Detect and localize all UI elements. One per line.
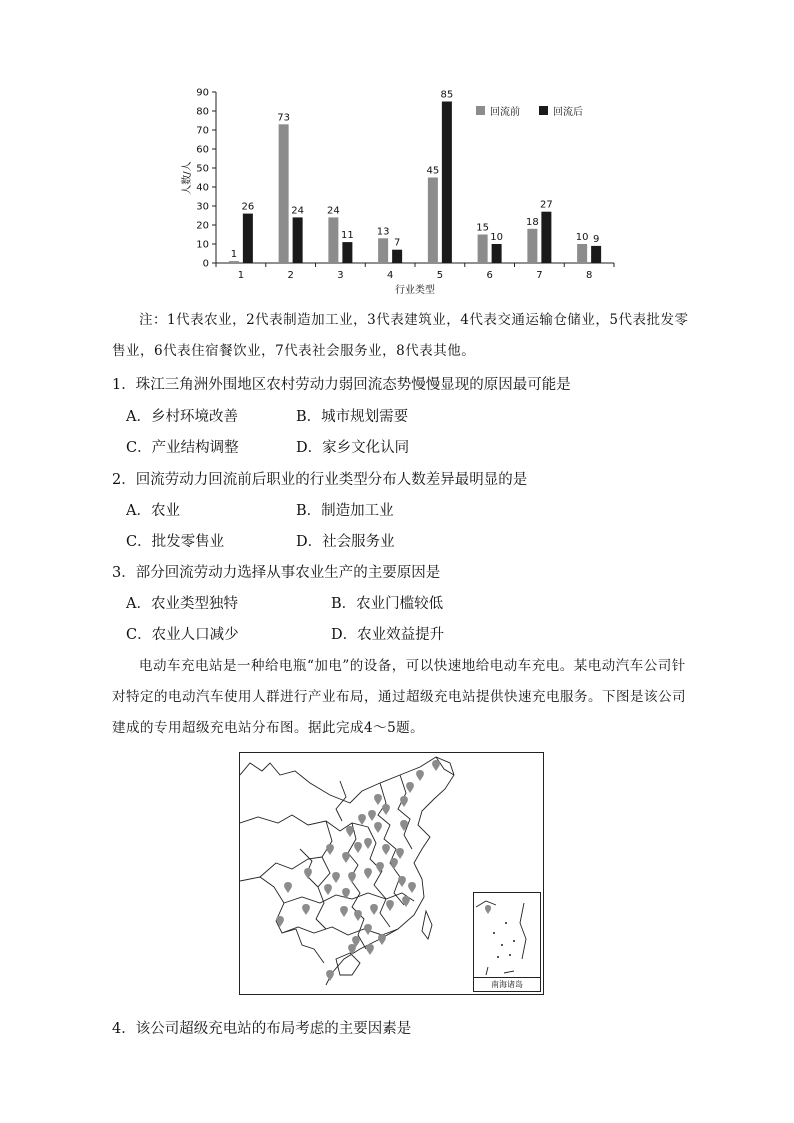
south-china-sea-inset xyxy=(473,892,541,992)
data-label: 24 xyxy=(291,205,304,217)
bar-before xyxy=(527,229,537,263)
bar-after xyxy=(243,214,253,263)
data-label: 9 xyxy=(592,233,600,245)
map-pin-icon xyxy=(358,814,366,825)
question-1-option-c[interactable]: C．产业结构调整 xyxy=(126,440,239,456)
data-label: 73 xyxy=(277,112,290,124)
map-pin-icon xyxy=(324,884,332,895)
legend-label-before: 回流前 xyxy=(490,107,520,118)
map-pin-icon xyxy=(346,826,354,837)
map-pin-icon xyxy=(366,944,374,955)
y-axis-label: 人数/人 xyxy=(182,161,193,195)
map-pin-icon xyxy=(364,924,372,935)
map-pin-icon xyxy=(396,848,404,859)
data-label: 24 xyxy=(327,205,340,217)
question-1-option-d[interactable]: D．家乡文化认同 xyxy=(296,440,410,456)
passage: 电动车充电站是一种给电瓶“加电”的设备，可以快速地给电动车充电。某电动汽车公司针对特定的电动汽车使用人群进行产业布局，通过超级充电站提供快速充电服务。下图是该公司建成的专用超级充电站分布图。据此完成4～5题。 xyxy=(112,658,686,736)
x-axis-label: 行业类型 xyxy=(395,285,435,296)
data-label: 10 xyxy=(490,232,503,243)
map-pin-icon xyxy=(416,770,424,781)
y-tick-label: 50 xyxy=(196,163,209,175)
question-1-stem: 1．珠江三角洲外围地区农村劳动力弱回流态势慢慢显现的原因最可能是 xyxy=(112,377,571,393)
y-tick-label: 70 xyxy=(196,125,209,137)
data-label: 1 xyxy=(230,249,238,261)
question-4-stem: 4．该公司超级充电站的布局考虑的主要因素是 xyxy=(112,1021,412,1037)
map-pin-icon xyxy=(302,904,310,915)
map-pin-icon xyxy=(406,782,414,793)
x-tick-label: 3 xyxy=(337,270,344,281)
data-label: 7 xyxy=(393,237,401,249)
bar-after xyxy=(492,244,502,263)
bar-after xyxy=(293,217,303,263)
bar-before xyxy=(478,235,488,264)
y-tick-label: 20 xyxy=(196,220,209,232)
bar-before xyxy=(328,217,338,263)
map-pin-icon xyxy=(370,904,378,915)
bar-before xyxy=(229,261,239,263)
map-pin-icon xyxy=(378,934,386,945)
map-pin-icon xyxy=(400,820,408,831)
legend-swatch-after xyxy=(539,106,548,115)
x-tick-label: 1 xyxy=(237,270,245,281)
map-pin-icon xyxy=(374,794,382,805)
map-pin-icon xyxy=(376,862,384,873)
inset-label: 南海诸岛 xyxy=(474,977,540,991)
question-3-stem: 3．部分回流劳动力选择从事农业生产的主要原因是 xyxy=(112,565,441,581)
bar-after xyxy=(541,212,551,263)
map-pin-icon xyxy=(382,804,390,815)
bar-before xyxy=(279,124,289,263)
bar-after xyxy=(392,250,402,263)
y-axis xyxy=(180,88,216,270)
map-pin-icon xyxy=(340,906,348,917)
map-pin-icon xyxy=(354,842,362,853)
x-tick-label: 6 xyxy=(486,270,493,281)
y-tick-label: 60 xyxy=(196,144,209,156)
map-pin-icon xyxy=(348,872,356,883)
map-pin-icon xyxy=(382,844,390,855)
question-3-option-c[interactable]: C．农业人口减少 xyxy=(126,627,239,643)
map-pin-icon xyxy=(304,868,312,879)
bar-before xyxy=(428,178,438,264)
inset-island-sketch xyxy=(474,893,540,978)
map-pin-icon xyxy=(432,760,440,771)
bar-after xyxy=(442,102,452,264)
y-tick-label: 0 xyxy=(202,258,209,270)
map-pin-icon xyxy=(332,872,340,883)
question-3-option-a[interactable]: A．农业类型独特 xyxy=(126,596,238,612)
x-tick-label: 4 xyxy=(386,270,394,281)
data-label: 26 xyxy=(241,201,255,213)
map-pin-icon xyxy=(400,796,408,807)
map-pin-icon xyxy=(398,876,406,887)
map-pin-icon xyxy=(386,900,394,911)
map-pin-icon xyxy=(408,882,416,893)
question-1-option-a[interactable]: A．乡村环境改善 xyxy=(126,409,238,425)
bar-before xyxy=(378,238,388,263)
y-tick-label: 30 xyxy=(196,201,209,213)
bar-after xyxy=(342,242,352,263)
data-label: 11 xyxy=(341,230,354,242)
map-pin-icon xyxy=(364,868,372,879)
y-tick-label: 10 xyxy=(196,239,209,251)
map-pin-icon xyxy=(374,822,382,833)
question-2-option-c[interactable]: C．批发零售业 xyxy=(126,534,225,550)
data-label: 27 xyxy=(540,199,553,211)
bar-after xyxy=(591,246,601,263)
data-label: 45 xyxy=(426,165,440,177)
legend-swatch-before xyxy=(476,106,485,115)
map-pin-icon xyxy=(326,844,334,855)
x-tick-label: 7 xyxy=(536,270,543,281)
question-3-option-d[interactable]: D．农业效益提升 xyxy=(331,627,445,643)
question-2-option-b[interactable]: B．制造加工业 xyxy=(296,503,394,519)
question-1-option-b[interactable]: B．城市规划需要 xyxy=(296,409,409,425)
question-2-stem: 2．回流劳动力回流前后职业的行业类型分布人数差异最明显的是 xyxy=(112,472,528,488)
y-tick-label: 40 xyxy=(196,182,209,194)
map-pin-icon xyxy=(284,882,292,893)
map-pin-icon xyxy=(354,910,362,921)
x-axis xyxy=(216,263,614,296)
map-pin-icon xyxy=(390,858,398,869)
map-pin-icon xyxy=(326,970,334,981)
data-label: 85 xyxy=(440,89,454,101)
map-pin-icon xyxy=(364,838,372,849)
map-pin-icon xyxy=(276,916,284,927)
data-label: 10 xyxy=(575,232,589,243)
x-tick-label: 8 xyxy=(585,270,593,281)
data-label: 15 xyxy=(476,222,489,234)
map-pin-icon xyxy=(342,852,350,863)
chart-note: 注：1代表农业，2代表制造加工业，3代表建筑业，4代表交通运输仓储业，5代表批发零售业，6代表住宿餐饮业，7代表社会服务业，8代表其他。 xyxy=(112,312,689,359)
x-tick-label: 2 xyxy=(287,270,294,281)
y-tick-label: 80 xyxy=(196,106,209,118)
x-tick-label: 5 xyxy=(436,270,444,281)
question-2-option-d[interactable]: D．社会服务业 xyxy=(296,534,395,550)
data-label: 18 xyxy=(526,216,539,228)
map-pin-icon xyxy=(402,896,410,907)
charging-station-map xyxy=(239,752,544,995)
data-label: 13 xyxy=(376,226,390,238)
map-pin-icon xyxy=(368,810,376,821)
legend-label-after: 回流后 xyxy=(553,107,583,118)
question-3-option-b[interactable]: B．农业门槛较低 xyxy=(331,596,444,612)
bar-before xyxy=(577,244,587,263)
bar-chart xyxy=(180,80,620,298)
y-tick-label: 90 xyxy=(196,87,209,99)
legend xyxy=(476,105,583,118)
question-2-option-a[interactable]: A．农业 xyxy=(126,503,180,519)
map-pin-icon xyxy=(342,888,350,899)
